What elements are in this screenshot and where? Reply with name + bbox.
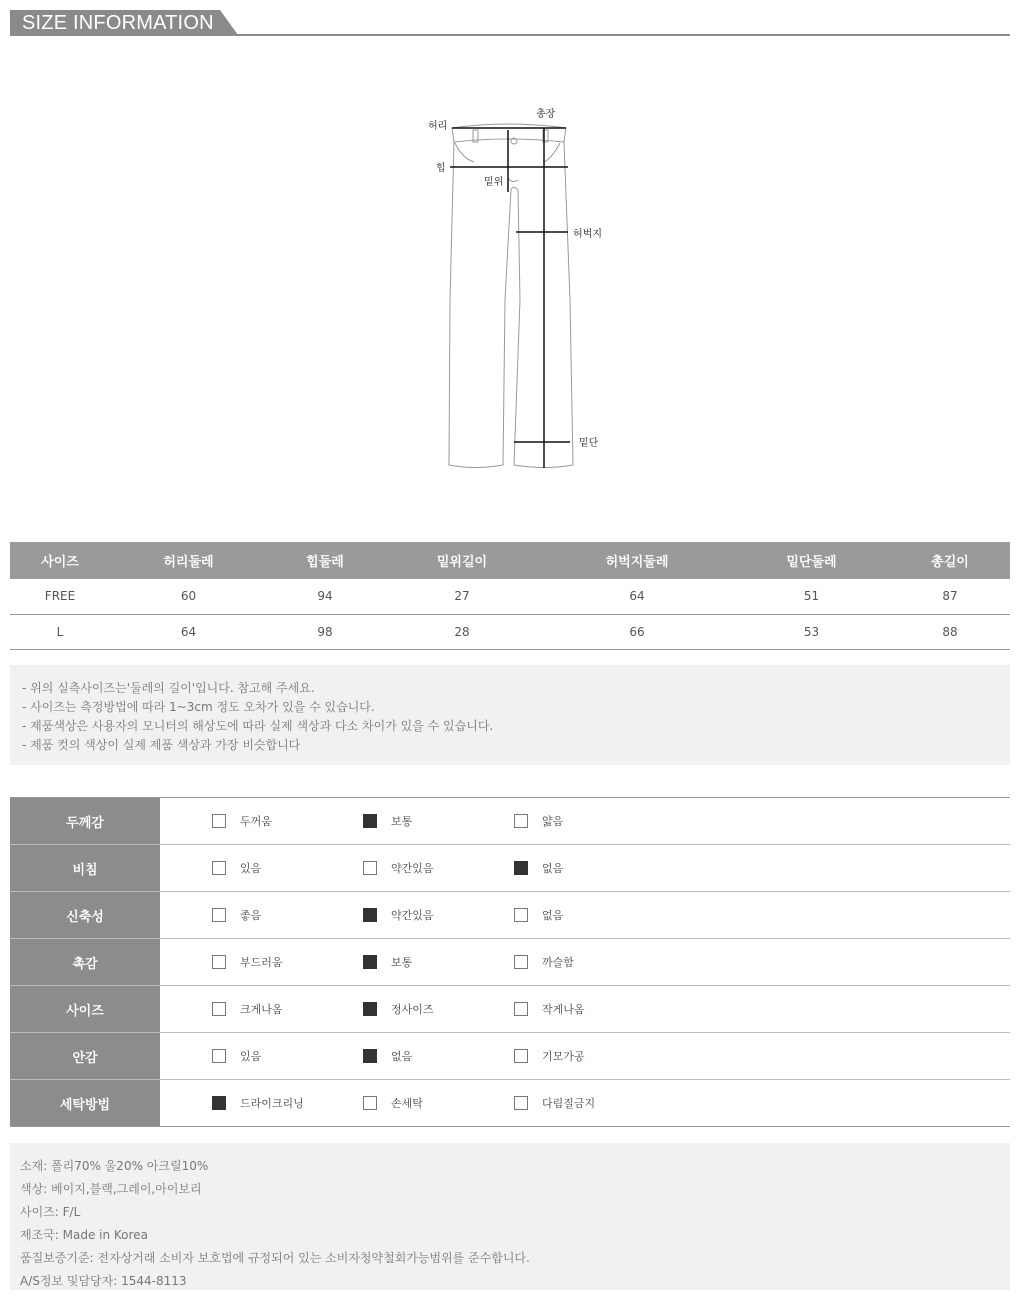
checkbox <box>514 955 528 969</box>
header-divider <box>10 34 1010 36</box>
checkbox <box>212 861 226 875</box>
cell: 88 <box>890 614 1010 649</box>
property-label: 비침 <box>10 845 160 891</box>
pants-measurement-diagram <box>0 95 1026 485</box>
cell: 51 <box>733 579 890 614</box>
option-label: 보통 <box>391 815 413 828</box>
option-label: 다림질금지 <box>542 1097 596 1110</box>
checkbox <box>363 1002 377 1016</box>
info-material: 소재: 폴리70% 울20% 아크릴10% <box>20 1159 209 1173</box>
checkbox <box>212 814 226 828</box>
checkbox <box>514 861 528 875</box>
option-label: 보통 <box>391 956 413 969</box>
note-line: - 제품색상은 사용자의 모니터의 해상도에 따라 실제 색상과 다소 차이가 있을 수 있습니다. <box>22 719 494 733</box>
property-options <box>160 1033 1010 1079</box>
note-line: - 제품 컷의 색상이 실제 제품 색상과 가장 비슷합니다 <box>22 738 301 752</box>
col-length: 총길이 <box>890 542 1010 579</box>
option <box>212 845 261 891</box>
option <box>514 1080 595 1126</box>
option-label: 기모가공 <box>542 1050 585 1063</box>
checkbox <box>514 908 528 922</box>
cell: 94 <box>267 579 383 614</box>
property-options <box>160 892 1010 938</box>
info-colors: 색상: 베이지,블랙,그레이,아이보리 <box>20 1182 202 1196</box>
col-hip: 힙둘레 <box>267 542 383 579</box>
property-label: 안감 <box>10 1033 160 1079</box>
property-label: 신축성 <box>10 892 160 938</box>
pants-outline <box>449 142 573 468</box>
checkbox <box>363 955 377 969</box>
cell: 27 <box>383 579 541 614</box>
option <box>212 798 272 844</box>
property-label: 촉감 <box>10 939 160 985</box>
col-thigh: 허벅지둘레 <box>541 542 733 579</box>
pocket-right <box>544 143 560 162</box>
cell: 66 <box>541 614 733 649</box>
property-options <box>160 845 1010 891</box>
option-label: 없음 <box>391 1050 413 1063</box>
option <box>514 798 563 844</box>
note-line: - 사이즈는 측정방법에 따라 1~3cm 정도 오차가 있을 수 있습니다. <box>22 700 375 714</box>
cell: 64 <box>541 579 733 614</box>
info-warranty: 품질보증기준: 전자상거래 소비자 보호법에 규정되어 있는 소비자청약철회가능범위를 준수합니다. <box>20 1251 530 1265</box>
property-options <box>160 1080 1010 1126</box>
product-info <box>10 1143 1010 1290</box>
size-table-header <box>10 542 1010 579</box>
option <box>212 986 283 1032</box>
option <box>363 1033 412 1079</box>
checkbox <box>212 1096 226 1110</box>
header-title: SIZE INFORMATION <box>22 12 214 34</box>
cell: 60 <box>110 579 267 614</box>
checkbox <box>514 814 528 828</box>
option <box>363 892 434 938</box>
option-label: 까슬함 <box>542 956 574 969</box>
checkbox <box>212 1049 226 1063</box>
cell: FREE <box>10 579 110 614</box>
col-size: 사이즈 <box>10 542 110 579</box>
checkbox <box>514 1002 528 1016</box>
checkbox <box>212 908 226 922</box>
cell: 87 <box>890 579 1010 614</box>
checkbox <box>363 1049 377 1063</box>
option <box>363 798 412 844</box>
label-waist: 허리 <box>428 121 448 132</box>
label-hem: 밑단 <box>579 438 599 449</box>
fabric-properties-table <box>10 797 1010 1127</box>
property-options <box>160 986 1010 1032</box>
checkbox <box>212 1002 226 1016</box>
label-rise: 밑위 <box>484 177 504 188</box>
cell: 98 <box>267 614 383 649</box>
option-label: 있음 <box>240 862 262 875</box>
option <box>212 1080 304 1126</box>
property-label: 세탁방법 <box>10 1080 160 1126</box>
option <box>212 1033 261 1079</box>
col-waist: 허리둘레 <box>110 542 267 579</box>
cell: 53 <box>733 614 890 649</box>
option-label: 부드러움 <box>240 956 283 969</box>
option <box>514 892 563 938</box>
option <box>363 986 434 1032</box>
option-label: 크게나옴 <box>240 1003 283 1016</box>
option-label: 정사이즈 <box>391 1003 434 1016</box>
option-label: 작게나옴 <box>542 1003 585 1016</box>
property-row-stretch <box>10 892 1010 939</box>
checkbox <box>212 955 226 969</box>
label-hip: 힙 <box>436 163 446 174</box>
label-thigh: 허벅지 <box>573 229 602 240</box>
label-total: 총장 <box>536 109 556 120</box>
table-row <box>10 614 1010 649</box>
section-header <box>10 10 1010 36</box>
option-label: 얇음 <box>542 815 564 828</box>
option <box>514 845 563 891</box>
info-sizes: 사이즈: F/L <box>20 1205 81 1219</box>
checkbox <box>363 1096 377 1110</box>
property-label: 두께감 <box>10 798 160 844</box>
option <box>212 892 261 938</box>
info-as-contact: A/S정보 및담당자: 1544-8113 <box>20 1274 187 1288</box>
col-hem: 밑단둘레 <box>733 542 890 579</box>
checkbox <box>363 908 377 922</box>
col-rise: 밑위길이 <box>383 542 541 579</box>
size-table <box>10 542 1010 650</box>
pocket-left <box>455 143 474 162</box>
size-notes <box>10 665 1010 765</box>
property-row-fit <box>10 986 1010 1033</box>
info-origin: 제조국: Made in Korea <box>20 1228 148 1242</box>
checkbox <box>514 1096 528 1110</box>
option-label: 없음 <box>542 862 564 875</box>
option <box>514 1033 585 1079</box>
option <box>212 939 283 985</box>
property-options <box>160 939 1010 985</box>
property-options <box>160 798 1010 844</box>
option <box>514 939 574 985</box>
waistband-shape <box>452 124 566 142</box>
option-label: 드라이크리닝 <box>240 1097 304 1110</box>
note-line: - 위의 실측사이즈는'둘레의 길이'입니다. 참고해 주세요. <box>22 681 315 695</box>
checkbox <box>514 1049 528 1063</box>
property-row-washing <box>10 1080 1010 1127</box>
option <box>363 845 434 891</box>
option-label: 두꺼움 <box>240 815 272 828</box>
table-row <box>10 579 1010 614</box>
option-label: 손세탁 <box>391 1097 423 1110</box>
property-row-sheerness <box>10 845 1010 892</box>
option-label: 좋음 <box>240 909 262 922</box>
option-label: 약간있음 <box>391 862 434 875</box>
checkbox <box>363 814 377 828</box>
property-row-texture <box>10 939 1010 986</box>
cell: 64 <box>110 614 267 649</box>
option-label: 약간있음 <box>391 909 434 922</box>
cell: L <box>10 614 110 649</box>
property-label: 사이즈 <box>10 986 160 1032</box>
option <box>363 939 412 985</box>
fly-line <box>508 140 518 182</box>
option <box>363 1080 423 1126</box>
option-label: 없음 <box>542 909 564 922</box>
cell: 28 <box>383 614 541 649</box>
checkbox <box>363 861 377 875</box>
option-label: 있음 <box>240 1050 262 1063</box>
property-row-thickness <box>10 798 1010 845</box>
property-row-lining <box>10 1033 1010 1080</box>
option <box>514 986 585 1032</box>
